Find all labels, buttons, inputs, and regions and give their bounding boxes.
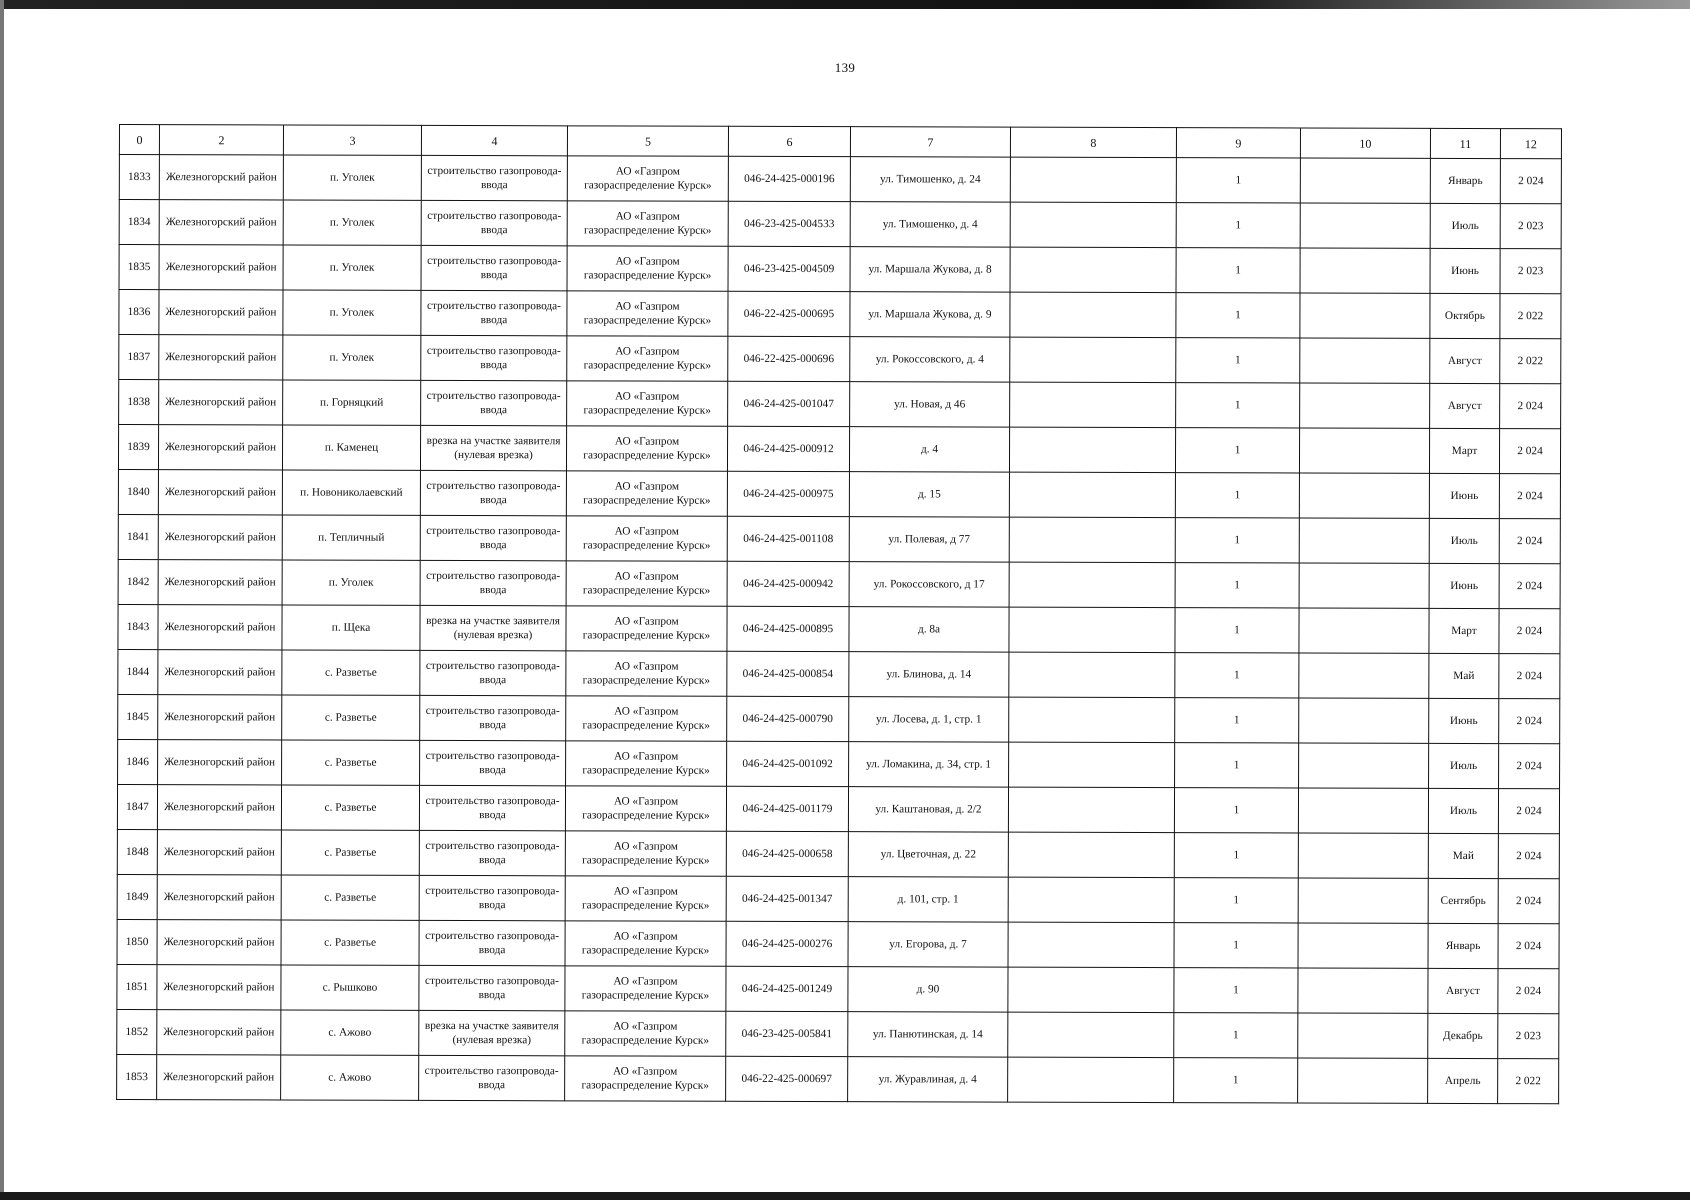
cell-month: Июль: [1429, 518, 1499, 563]
table-row: [117, 874, 1559, 923]
cell-district: Железногорский район: [159, 200, 283, 245]
cell-code: 046-24-425-001347: [726, 876, 848, 921]
cell-col10: [1300, 158, 1430, 203]
cell-code: 046-24-425-000942: [727, 561, 849, 606]
cell-code: 046-23-425-004533: [728, 201, 850, 246]
cell-year: 2 024: [1498, 924, 1559, 969]
cell-organization: АО «Газпром газораспределение Курск»: [567, 381, 728, 426]
column-number-row: [119, 125, 1561, 159]
cell-number: 1834: [119, 200, 159, 245]
cell-district: Железногорский район: [159, 245, 283, 290]
cell-organization: АО «Газпром газораспределение Курск»: [566, 606, 727, 651]
cell-number: 1849: [117, 874, 157, 919]
cell-organization: АО «Газпром газораспределение Курск»: [567, 246, 728, 291]
cell-code: 046-24-425-000975: [727, 471, 849, 516]
cell-organization: АО «Газпром газораспределение Курск»: [566, 741, 727, 786]
cell-month: Июнь: [1429, 563, 1499, 608]
cell-year: 2 024: [1499, 429, 1560, 474]
cell-address: ул. Тимошенко, д. 4: [850, 202, 1010, 247]
cell-address: д. 90: [848, 967, 1008, 1012]
table-row: [117, 784, 1559, 833]
cell-settlement: п. Тепличный: [282, 515, 420, 560]
cell-settlement: с. Разветье: [281, 875, 419, 920]
cell-col10: [1300, 383, 1430, 428]
cell-col10: [1299, 563, 1429, 608]
cell-work_type: строительство газопровода-ввода: [420, 695, 566, 740]
cell-col10: [1299, 698, 1429, 743]
cell-work_type: строительство газопровода-ввода: [419, 875, 565, 920]
table-row: [117, 919, 1559, 968]
cell-code: 046-24-425-001249: [726, 966, 848, 1011]
cell-work_type: строительство газопровода-ввода: [420, 560, 566, 605]
cell-month: Июль: [1430, 203, 1500, 248]
cell-quantity: 1: [1174, 968, 1298, 1013]
cell-code: 046-24-425-001047: [728, 381, 850, 426]
cell-quantity: 1: [1175, 518, 1299, 563]
cell-settlement: с. Разветье: [281, 920, 419, 965]
cell-col10: [1299, 653, 1429, 698]
cell-quantity: 1: [1176, 203, 1300, 248]
cell-settlement: с. Ажово: [281, 1010, 419, 1055]
table-body: [117, 155, 1562, 1104]
cell-address: ул. Ломакина, д. 34, стр. 1: [849, 742, 1009, 787]
cell-year: 2 022: [1500, 339, 1561, 384]
cell-month: Август: [1430, 338, 1500, 383]
cell-col10: [1300, 293, 1430, 338]
cell-quantity: 1: [1175, 608, 1299, 653]
cell-col10: [1298, 833, 1428, 878]
cell-quantity: 1: [1175, 743, 1299, 788]
table-row: [119, 380, 1561, 429]
cell-address: ул. Маршала Жукова, д. 8: [850, 247, 1010, 292]
cell-col8: [1010, 247, 1176, 292]
cell-col8: [1010, 337, 1176, 382]
cell-district: Железногорский район: [157, 920, 281, 965]
cell-district: Железногорский район: [158, 425, 282, 470]
cell-number: 1844: [118, 649, 158, 694]
column-header-address: 7: [850, 127, 1010, 157]
cell-quantity: 1: [1174, 1058, 1298, 1103]
cell-year: 2 024: [1498, 969, 1559, 1014]
scan-top-edge: [0, 0, 1690, 9]
cell-address: ул. Лосева, д. 1, стр. 1: [849, 697, 1009, 742]
table-row: [119, 335, 1561, 384]
cell-month: Июль: [1429, 743, 1499, 788]
cell-col8: [1009, 742, 1175, 787]
cell-year: 2 024: [1498, 879, 1559, 924]
cell-quantity: 1: [1174, 833, 1298, 878]
cell-address: д. 15: [849, 472, 1009, 517]
cell-year: 2 024: [1498, 834, 1559, 879]
cell-number: 1847: [117, 784, 157, 829]
cell-code: 046-23-425-004509: [728, 246, 850, 291]
cell-settlement: п. Новониколаевский: [282, 470, 420, 515]
table-row: [117, 964, 1559, 1013]
cell-address: д. 4: [849, 427, 1009, 472]
cell-number: 1835: [119, 245, 159, 290]
cell-code: 046-24-425-000895: [727, 606, 849, 651]
cell-col8: [1008, 832, 1174, 877]
cell-quantity: 1: [1175, 428, 1299, 473]
cell-col10: [1300, 338, 1430, 383]
cell-number: 1845: [118, 694, 158, 739]
cell-organization: АО «Газпром газораспределение Курск»: [567, 201, 728, 246]
cell-work_type: врезка на участке заявителя (нулевая врезка): [420, 605, 566, 650]
cell-quantity: 1: [1174, 788, 1298, 833]
cell-work_type: строительство газопровода-ввода: [421, 335, 567, 380]
cell-col10: [1299, 743, 1429, 788]
cell-col8: [1009, 427, 1175, 472]
table-row: [118, 425, 1560, 474]
cell-month: Март: [1429, 428, 1499, 473]
column-header-code: 6: [728, 126, 850, 156]
cell-code: 046-24-425-000854: [727, 651, 849, 696]
cell-district: Железногорский район: [158, 560, 282, 605]
cell-settlement: п. Уголек: [283, 290, 421, 335]
cell-col8: [1010, 292, 1176, 337]
cell-work_type: строительство газопровода-ввода: [419, 830, 565, 875]
cell-col8: [1008, 1057, 1174, 1102]
cell-year: 2 024: [1499, 744, 1560, 789]
cell-address: ул. Панютинская, д. 14: [848, 1012, 1008, 1057]
cell-month: Март: [1429, 608, 1499, 653]
cell-col10: [1299, 608, 1429, 653]
table-row: [119, 200, 1561, 249]
column-header-year: 12: [1500, 129, 1561, 159]
cell-address: ул. Блинова, д. 14: [849, 652, 1009, 697]
cell-settlement: с. Разветье: [282, 695, 420, 740]
table-row: [117, 829, 1559, 878]
cell-year: 2 024: [1499, 474, 1560, 519]
cell-year: 2 024: [1499, 564, 1560, 609]
cell-number: 1839: [118, 425, 158, 470]
cell-organization: АО «Газпром газораспределение Курск»: [565, 876, 726, 921]
table-row: [118, 739, 1560, 788]
cell-settlement: с. Ажово: [281, 1055, 419, 1100]
cell-district: Железногорский район: [157, 830, 281, 875]
cell-col10: [1298, 923, 1428, 968]
column-header-quantity: 9: [1176, 128, 1300, 158]
cell-district: Железногорский район: [158, 695, 282, 740]
cell-month: Май: [1428, 833, 1498, 878]
cell-year: 2 022: [1500, 294, 1561, 339]
cell-year: 2 022: [1498, 1059, 1559, 1104]
cell-address: ул. Полевая, д 77: [849, 517, 1009, 562]
cell-year: 2 024: [1498, 789, 1559, 834]
cell-year: 2 024: [1499, 699, 1560, 744]
cell-number: 1848: [117, 829, 157, 874]
cell-month: Июнь: [1429, 698, 1499, 743]
cell-work_type: строительство газопровода-ввода: [420, 515, 566, 560]
cell-settlement: п. Каменец: [282, 425, 420, 470]
cell-number: 1852: [117, 1009, 157, 1054]
cell-district: Железногорский район: [157, 1010, 281, 1055]
cell-year: 2 023: [1498, 1014, 1559, 1059]
table-row: [118, 514, 1560, 563]
cell-col10: [1299, 518, 1429, 563]
cell-month: Июнь: [1430, 248, 1500, 293]
column-header-month: 11: [1430, 128, 1500, 158]
cell-work_type: строительство газопровода-ввода: [419, 920, 565, 965]
cell-work_type: строительство газопровода-ввода: [420, 650, 566, 695]
scan-left-edge: [0, 0, 4, 1200]
cell-col10: [1300, 248, 1430, 293]
column-header-settlement: 3: [283, 125, 421, 155]
cell-organization: АО «Газпром газораспределение Курск»: [566, 426, 727, 471]
cell-work_type: строительство газопровода-ввода: [420, 470, 566, 515]
cell-month: Август: [1428, 968, 1498, 1013]
cell-address: ул. Рокоссовского, д. 4: [850, 337, 1010, 382]
cell-month: Июль: [1428, 788, 1498, 833]
cell-code: 046-24-425-000790: [727, 696, 849, 741]
cell-month: Май: [1429, 653, 1499, 698]
cell-settlement: п. Горняцкий: [283, 380, 421, 425]
cell-col8: [1010, 202, 1176, 247]
cell-col8: [1009, 697, 1175, 742]
cell-organization: АО «Газпром газораспределение Курск»: [567, 336, 728, 381]
column-header-col8: 8: [1010, 127, 1176, 157]
cell-col8: [1008, 922, 1174, 967]
cell-number: 1833: [119, 155, 159, 200]
cell-year: 2 023: [1500, 249, 1561, 294]
cell-work_type: строительство газопровода-ввода: [421, 200, 567, 245]
cell-organization: АО «Газпром газораспределение Курск»: [565, 1056, 726, 1101]
cell-number: 1841: [118, 514, 158, 559]
table-row: [119, 290, 1561, 339]
cell-code: 046-24-425-000196: [728, 156, 850, 201]
cell-district: Железногорский район: [157, 965, 281, 1010]
cell-number: 1853: [117, 1054, 157, 1099]
page-number: 139: [834, 60, 856, 75]
cell-col8: [1009, 607, 1175, 652]
cell-quantity: 1: [1175, 473, 1299, 518]
cell-month: Сентябрь: [1428, 878, 1498, 923]
cell-address: ул. Цветочная, д. 22: [848, 832, 1008, 877]
cell-number: 1840: [118, 469, 158, 514]
cell-district: Железногорский район: [158, 515, 282, 560]
cell-number: 1843: [118, 604, 158, 649]
cell-col8: [1009, 472, 1175, 517]
cell-organization: АО «Газпром газораспределение Курск»: [565, 831, 726, 876]
table-row: [118, 694, 1560, 743]
cell-col10: [1299, 428, 1429, 473]
cell-code: 046-24-425-001092: [727, 741, 849, 786]
cell-code: 046-24-425-000658: [726, 831, 848, 876]
cell-col10: [1298, 1058, 1428, 1103]
table-row: [119, 245, 1561, 294]
cell-number: 1836: [119, 290, 159, 335]
scan-bottom-edge: [0, 1192, 1690, 1200]
cell-organization: АО «Газпром газораспределение Курск»: [567, 291, 728, 336]
cell-col10: [1298, 788, 1428, 833]
cell-col10: [1298, 1013, 1428, 1058]
cell-organization: АО «Газпром газораспределение Курск»: [567, 156, 728, 201]
cell-address: ул. Каштановая, д. 2/2: [848, 787, 1008, 832]
cell-quantity: 1: [1176, 338, 1300, 383]
cell-code: 046-24-425-001179: [726, 786, 848, 831]
cell-quantity: 1: [1175, 563, 1299, 608]
cell-quantity: 1: [1175, 698, 1299, 743]
cell-col8: [1008, 1012, 1174, 1057]
cell-number: 1838: [119, 380, 159, 425]
cell-district: Железногорский район: [159, 335, 283, 380]
cell-year: 2 024: [1499, 609, 1560, 654]
cell-district: Железногорский район: [159, 155, 283, 200]
cell-district: Железногорский район: [158, 470, 282, 515]
cell-month: Июнь: [1429, 473, 1499, 518]
cell-month: Декабрь: [1428, 1013, 1498, 1058]
table-row: [118, 559, 1560, 608]
cell-work_type: строительство газопровода-ввода: [419, 965, 565, 1010]
cell-district: Железногорский район: [158, 740, 282, 785]
register-table: [116, 124, 1562, 1104]
cell-col8: [1008, 967, 1174, 1012]
column-header-number: 0: [119, 125, 159, 155]
cell-address: ул. Тимошенко, д. 24: [850, 157, 1010, 202]
cell-settlement: с. Разветье: [282, 650, 420, 695]
table-row: [119, 155, 1561, 204]
cell-quantity: 1: [1175, 653, 1299, 698]
cell-settlement: п. Уголек: [283, 245, 421, 290]
cell-address: д. 8а: [849, 607, 1009, 652]
cell-work_type: врезка на участке заявителя (нулевая врезка): [419, 1010, 565, 1055]
cell-organization: АО «Газпром газораспределение Курск»: [565, 921, 726, 966]
cell-settlement: п. Уголек: [283, 200, 421, 245]
cell-organization: АО «Газпром газораспределение Курск»: [566, 516, 727, 561]
cell-month: Январь: [1430, 158, 1500, 203]
cell-quantity: 1: [1176, 248, 1300, 293]
column-header-district: 2: [159, 125, 283, 155]
cell-address: ул. Маршала Жукова, д. 9: [850, 292, 1010, 337]
cell-col8: [1010, 382, 1176, 427]
cell-district: Железногорский район: [158, 605, 282, 650]
cell-settlement: с. Рышково: [281, 965, 419, 1010]
cell-district: Железногорский район: [158, 650, 282, 695]
cell-number: 1837: [119, 335, 159, 380]
cell-col10: [1300, 203, 1430, 248]
cell-quantity: 1: [1176, 383, 1300, 428]
cell-settlement: с. Разветье: [281, 785, 419, 830]
cell-code: 046-24-425-000276: [726, 921, 848, 966]
cell-code: 046-23-425-005841: [726, 1011, 848, 1056]
cell-number: 1846: [118, 739, 158, 784]
cell-organization: АО «Газпром газораспределение Курск»: [565, 786, 726, 831]
cell-address: ул. Рокоссовского, д 17: [849, 562, 1009, 607]
cell-settlement: п. Уголек: [283, 335, 421, 380]
cell-quantity: 1: [1176, 158, 1300, 203]
cell-district: Железногорский район: [159, 380, 283, 425]
cell-col8: [1008, 787, 1174, 832]
cell-col8: [1008, 877, 1174, 922]
cell-year: 2 024: [1500, 159, 1561, 204]
cell-organization: АО «Газпром газораспределение Курск»: [565, 966, 726, 1011]
cell-district: Железногорский район: [157, 785, 281, 830]
cell-col8: [1009, 562, 1175, 607]
cell-organization: АО «Газпром газораспределение Курск»: [565, 1011, 726, 1056]
cell-year: 2 024: [1499, 519, 1560, 564]
cell-district: Железногорский район: [157, 875, 281, 920]
cell-settlement: п. Уголек: [282, 560, 420, 605]
column-header-col10: 10: [1300, 128, 1430, 158]
cell-settlement: п. Щека: [282, 605, 420, 650]
cell-organization: АО «Газпром газораспределение Курск»: [566, 696, 727, 741]
cell-year: 2 023: [1500, 204, 1561, 249]
cell-organization: АО «Газпром газораспределение Курск»: [566, 651, 727, 696]
cell-col10: [1299, 473, 1429, 518]
cell-district: Железногорский район: [157, 1055, 281, 1100]
cell-month: Август: [1430, 383, 1500, 428]
cell-work_type: строительство газопровода-ввода: [421, 155, 567, 200]
cell-col8: [1009, 652, 1175, 697]
table-row: [118, 469, 1560, 518]
cell-quantity: 1: [1176, 293, 1300, 338]
cell-code: 046-24-425-000912: [727, 426, 849, 471]
cell-quantity: 1: [1174, 923, 1298, 968]
cell-address: ул. Новая, д 46: [850, 382, 1010, 427]
cell-address: ул. Егорова, д. 7: [848, 922, 1008, 967]
cell-address: ул. Журавлиная, д. 4: [848, 1057, 1008, 1102]
cell-work_type: строительство газопровода-ввода: [419, 785, 565, 830]
cell-number: 1851: [117, 964, 157, 1009]
cell-col10: [1298, 878, 1428, 923]
column-header-organization: 5: [567, 126, 728, 156]
cell-work_type: врезка на участке заявителя (нулевая врезка): [420, 425, 566, 470]
cell-year: 2 024: [1499, 654, 1560, 699]
cell-work_type: строительство газопровода-ввода: [421, 245, 567, 290]
cell-settlement: с. Разветье: [282, 740, 420, 785]
cell-settlement: с. Разветье: [281, 830, 419, 875]
cell-code: 046-22-425-000697: [726, 1056, 848, 1101]
cell-month: Октябрь: [1430, 293, 1500, 338]
cell-code: 046-24-425-001108: [727, 516, 849, 561]
cell-work_type: строительство газопровода-ввода: [421, 380, 567, 425]
cell-quantity: 1: [1174, 1013, 1298, 1058]
cell-work_type: строительство газопровода-ввода: [421, 290, 567, 335]
cell-code: 046-22-425-000695: [728, 291, 850, 336]
cell-number: 1842: [118, 559, 158, 604]
cell-col8: [1010, 157, 1176, 202]
cell-month: Январь: [1428, 923, 1498, 968]
cell-organization: АО «Газпром газораспределение Курск»: [566, 471, 727, 516]
cell-quantity: 1: [1174, 878, 1298, 923]
table-row: [118, 649, 1560, 698]
cell-month: Апрель: [1428, 1058, 1498, 1103]
cell-organization: АО «Газпром газораспределение Курск»: [566, 561, 727, 606]
cell-work_type: строительство газопровода-ввода: [419, 1055, 565, 1100]
cell-address: д. 101, стр. 1: [848, 877, 1008, 922]
cell-work_type: строительство газопровода-ввода: [420, 740, 566, 785]
cell-code: 046-22-425-000696: [728, 336, 850, 381]
table-row: [118, 604, 1560, 653]
cell-col10: [1298, 968, 1428, 1013]
table-row: [117, 1054, 1559, 1103]
column-header-work_type: 4: [421, 125, 567, 155]
table-row: [117, 1009, 1559, 1058]
cell-settlement: п. Уголек: [283, 155, 421, 200]
cell-district: Железногорский район: [159, 290, 283, 335]
cell-col8: [1009, 517, 1175, 562]
cell-number: 1850: [117, 919, 157, 964]
cell-year: 2 024: [1500, 384, 1561, 429]
